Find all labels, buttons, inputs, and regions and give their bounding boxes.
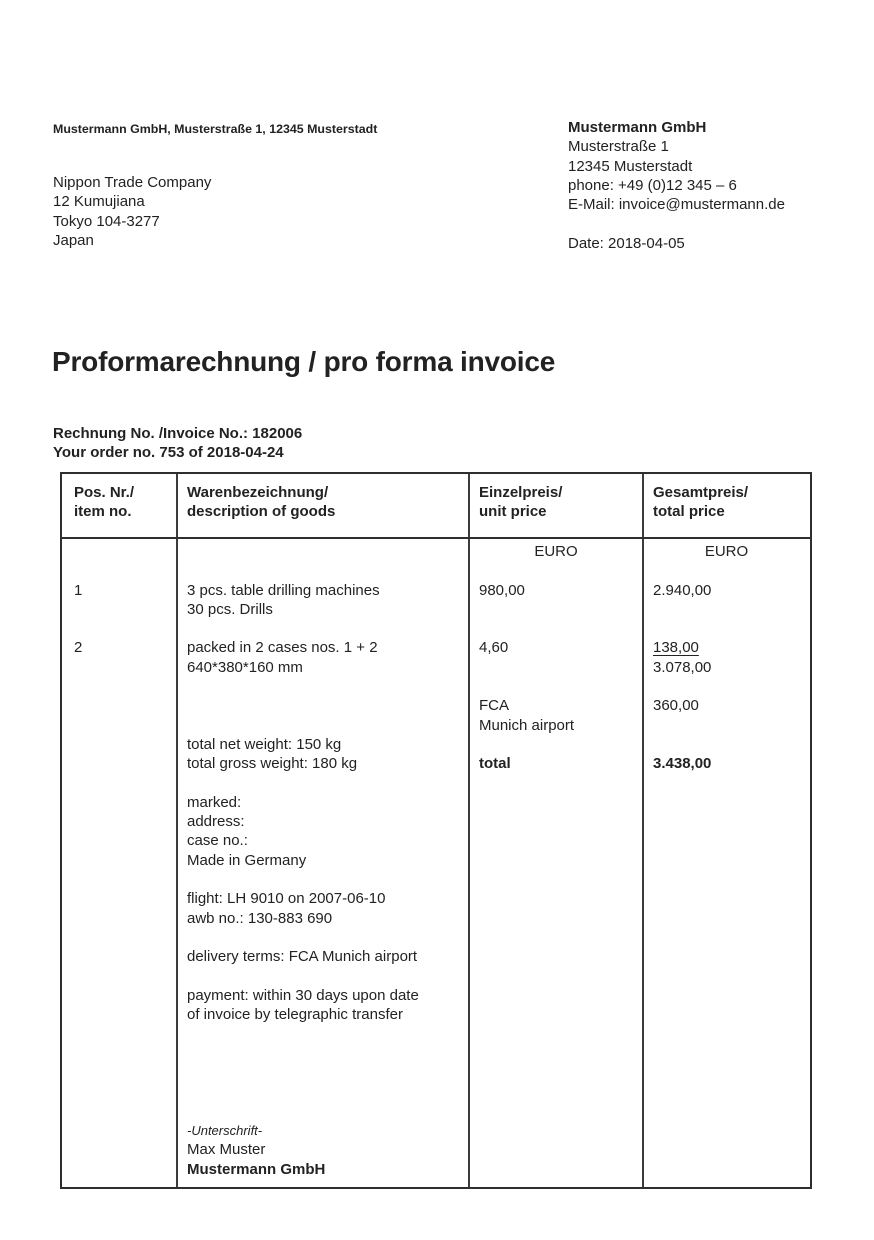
cell-pos [62, 1160, 177, 1179]
table-row [62, 1121, 810, 1140]
cell-text: awb no.: 130-883 690 [187, 909, 333, 927]
table-row [62, 735, 810, 754]
recipient-address-line: Japan [53, 231, 94, 249]
cell-desc [177, 851, 469, 870]
header-cell [177, 474, 469, 537]
cell-total [643, 619, 810, 638]
table-row [62, 889, 810, 908]
cell-desc [177, 561, 469, 580]
table-row [62, 1024, 810, 1043]
header-cell-line: Warenbezeichnung/ [187, 484, 329, 501]
cell-text: packed in 2 cases nos. 1 + 2 [187, 639, 378, 657]
cell-total [643, 851, 810, 870]
cell-desc [177, 812, 469, 831]
cell-unit [469, 581, 643, 600]
cell-total [643, 716, 810, 735]
cell-desc [177, 928, 469, 947]
cell-pos [62, 1140, 177, 1159]
header-cell-line: Einzelpreis/ [479, 484, 563, 501]
table-row [62, 986, 810, 1005]
cell-text: 640*380*160 mm [187, 658, 303, 676]
header-cell [643, 474, 810, 537]
cell-pos [62, 870, 177, 889]
cell-desc [177, 600, 469, 619]
cell-unit [469, 619, 643, 638]
table-row [62, 774, 810, 793]
cell-unit [469, 1140, 643, 1159]
table-row [62, 831, 810, 850]
table-row [62, 658, 810, 677]
cell-desc [177, 1063, 469, 1082]
cell-pos [62, 638, 177, 657]
table-row [62, 870, 810, 889]
cell-text: payment: within 30 days upon date [187, 986, 419, 1004]
table-row [62, 619, 810, 638]
cell-text: of invoice by telegraphic transfer [187, 1006, 403, 1024]
table-row [62, 851, 810, 870]
table-row [62, 716, 810, 735]
cell-desc [177, 1005, 469, 1024]
cell-unit [469, 735, 643, 754]
cell-desc [177, 967, 469, 986]
cell-desc [177, 1024, 469, 1043]
cell-desc [177, 542, 469, 561]
cell-desc [177, 889, 469, 908]
cell-text: flight: LH 9010 on 2007-06-10 [187, 890, 386, 908]
table-row [62, 909, 810, 928]
header-cell [62, 474, 177, 537]
cell-pos [62, 909, 177, 928]
cell-unit [469, 696, 643, 715]
cell-text: 980,00 [479, 581, 525, 599]
cell-unit [469, 986, 643, 1005]
cell-unit [469, 638, 643, 657]
table-row [62, 581, 810, 600]
cell-unit [469, 716, 643, 735]
table-row [62, 1160, 810, 1179]
header-cell-line: description of goods [187, 503, 336, 521]
cell-text: -Unterschrift- [187, 1122, 263, 1138]
table-row [62, 677, 810, 696]
cell-total [643, 696, 810, 715]
cell-pos [62, 1121, 177, 1140]
table-header-row [62, 474, 810, 537]
cell-unit [469, 1121, 643, 1140]
cell-text: 4,60 [479, 639, 509, 657]
cell-total [643, 986, 810, 1005]
cell-text: address: [187, 813, 245, 831]
cell-desc [177, 754, 469, 773]
cell-text: marked: [187, 793, 242, 811]
cell-total [643, 735, 810, 754]
company-name: Mustermann GmbH [568, 119, 707, 136]
cell-total [643, 967, 810, 986]
cell-text: 2.940,00 [653, 581, 712, 599]
header-cell-line: item no. [74, 503, 132, 521]
cell-text: Munich airport [479, 716, 575, 734]
cell-text: 3.438,00 [653, 755, 712, 773]
cell-pos [62, 889, 177, 908]
company-address-line: 12345 Musterstadt [568, 157, 693, 175]
cell-text: 3.078,00 [653, 658, 712, 676]
cell-pos [62, 967, 177, 986]
cell-total [643, 1005, 810, 1024]
cell-unit [469, 870, 643, 889]
document-title: Proformarechnung / pro forma invoice [52, 346, 556, 377]
cell-pos [62, 1102, 177, 1121]
cell-desc [177, 581, 469, 600]
cell-unit [469, 928, 643, 947]
cell-desc [177, 716, 469, 735]
cell-pos [62, 928, 177, 947]
cell-unit [469, 812, 643, 831]
cell-total [643, 581, 810, 600]
cell-desc [177, 870, 469, 889]
cell-text: delivery terms: FCA Munich airport [187, 948, 418, 966]
cell-text: Mustermann GmbH [187, 1160, 326, 1178]
table-body [62, 539, 810, 1179]
cell-total [643, 928, 810, 947]
cell-total [643, 889, 810, 908]
cell-desc [177, 696, 469, 715]
cell-pos [62, 735, 177, 754]
table-row [62, 1102, 810, 1121]
cell-total [643, 658, 810, 677]
cell-unit [469, 1102, 643, 1121]
table-row [62, 793, 810, 812]
table-row [62, 754, 810, 773]
cell-pos [62, 812, 177, 831]
cell-desc [177, 831, 469, 850]
cell-total [643, 561, 810, 580]
cell-desc [177, 1044, 469, 1063]
cell-desc [177, 619, 469, 638]
cell-desc [177, 638, 469, 657]
cell-unit [469, 831, 643, 850]
cell-total [643, 754, 810, 773]
cell-pos [62, 696, 177, 715]
cell-total [643, 677, 810, 696]
table-row [62, 1005, 810, 1024]
cell-desc [177, 1102, 469, 1121]
cell-text: 30 pcs. Drills [187, 600, 273, 618]
cell-text: FCA [479, 697, 509, 715]
cell-pos [62, 774, 177, 793]
cell-pos [62, 677, 177, 696]
table-row [62, 638, 810, 657]
cell-text: total gross weight: 180 kg [187, 755, 358, 773]
cell-unit [469, 1044, 643, 1063]
cell-unit [469, 1005, 643, 1024]
cell-desc [177, 1121, 469, 1140]
cell-total [643, 947, 810, 966]
cell-unit [469, 947, 643, 966]
cell-text: Made in Germany [187, 851, 307, 869]
cell-text: 360,00 [653, 697, 699, 715]
cell-desc [177, 793, 469, 812]
cell-total [643, 909, 810, 928]
cell-pos [62, 716, 177, 735]
recipient-address-block [53, 173, 211, 250]
invoice-number-line: Rechnung No. /Invoice No.: 182006 [53, 425, 303, 442]
cell-unit [469, 1024, 643, 1043]
cell-unit [469, 793, 643, 812]
cell-total [643, 1024, 810, 1043]
cell-text: 1 [74, 581, 83, 599]
table-row [62, 1140, 810, 1159]
table-row [62, 561, 810, 580]
cell-desc [177, 1082, 469, 1101]
company-address-line: Musterstraße 1 [568, 138, 669, 156]
sender-return-address-line: Mustermann GmbH, Musterstraße 1, 12345 Musterstadt [53, 122, 378, 136]
cell-total [643, 1102, 810, 1121]
cell-text: total [479, 755, 511, 773]
table-row [62, 696, 810, 715]
table-row [62, 947, 810, 966]
cell-pos [62, 754, 177, 773]
cell-pos [62, 658, 177, 677]
reference-block [53, 424, 302, 463]
cell-desc [177, 677, 469, 696]
cell-pos [62, 600, 177, 619]
recipient-address-line: 12 Kumujiana [53, 193, 145, 211]
cell-desc [177, 909, 469, 928]
cell-pos [62, 851, 177, 870]
cell-unit [469, 677, 643, 696]
cell-pos [62, 619, 177, 638]
cell-unit [469, 1082, 643, 1101]
cell-unit [469, 542, 643, 561]
header-cell-line: Gesamtpreis/ [653, 484, 749, 501]
header-cell-line: unit price [479, 503, 547, 521]
cell-total [643, 1121, 810, 1140]
cell-total [643, 1044, 810, 1063]
header-cell-line: Pos. Nr./ [74, 484, 135, 501]
cell-total [643, 812, 810, 831]
table-row [62, 542, 810, 561]
cell-pos [62, 542, 177, 561]
cell-text: total net weight: 150 kg [187, 735, 342, 753]
cell-text: 2 [74, 639, 83, 657]
cell-unit [469, 967, 643, 986]
cell-total [643, 793, 810, 812]
table-row [62, 1082, 810, 1101]
cell-total [643, 1063, 810, 1082]
cell-pos [62, 1063, 177, 1082]
table-row [62, 600, 810, 619]
cell-pos [62, 793, 177, 812]
cell-pos [62, 831, 177, 850]
cell-text: 138,00 [653, 639, 699, 657]
header-cell [469, 474, 643, 537]
cell-unit [469, 889, 643, 908]
invoice-date: Date: 2018-04-05 [568, 234, 685, 252]
cell-text: Max Muster [187, 1141, 266, 1159]
cell-total [643, 638, 810, 657]
cell-desc [177, 774, 469, 793]
cell-total [643, 1140, 810, 1159]
cell-pos [62, 986, 177, 1005]
table-row [62, 1044, 810, 1063]
invoice-items-table [60, 472, 812, 1189]
cell-unit [469, 1063, 643, 1082]
cell-unit [469, 561, 643, 580]
recipient-address-line: Tokyo 104-3277 [53, 212, 160, 230]
cell-desc [177, 735, 469, 754]
company-address-line: phone: +49 (0)12 345 – 6 [568, 176, 737, 194]
table-row [62, 1063, 810, 1082]
cell-desc [177, 986, 469, 1005]
cell-unit [469, 754, 643, 773]
company-contact-block [568, 118, 785, 253]
cell-pos [62, 561, 177, 580]
cell-desc [177, 1160, 469, 1179]
cell-total [643, 600, 810, 619]
recipient-address-line: Nippon Trade Company [53, 174, 212, 191]
cell-pos [62, 1044, 177, 1063]
cell-total [643, 1160, 810, 1179]
cell-text: case no.: [187, 832, 248, 850]
cell-unit [469, 851, 643, 870]
company-address-lines [568, 137, 785, 214]
cell-unit [469, 658, 643, 677]
cell-total [643, 542, 810, 561]
cell-desc [177, 1140, 469, 1159]
company-address-line: E-Mail: invoice@mustermann.de [568, 196, 785, 214]
table-row [62, 812, 810, 831]
cell-unit [469, 909, 643, 928]
cell-text: EURO [534, 543, 578, 560]
cell-desc [177, 947, 469, 966]
cell-pos [62, 581, 177, 600]
cell-desc [177, 658, 469, 677]
cell-total [643, 831, 810, 850]
cell-pos [62, 1005, 177, 1024]
table-row [62, 928, 810, 947]
order-number-line: Your order no. 753 of 2018-04-24 [53, 444, 284, 462]
header-cell-line: total price [653, 503, 725, 521]
cell-text: 3 pcs. table drilling machines [187, 581, 380, 599]
cell-unit [469, 774, 643, 793]
table-row [62, 967, 810, 986]
cell-unit [469, 600, 643, 619]
cell-total [643, 870, 810, 889]
cell-pos [62, 1082, 177, 1101]
cell-unit [469, 1160, 643, 1179]
cell-pos [62, 1024, 177, 1043]
cell-total [643, 1082, 810, 1101]
cell-pos [62, 947, 177, 966]
cell-text: EURO [704, 543, 749, 560]
cell-total [643, 774, 810, 793]
